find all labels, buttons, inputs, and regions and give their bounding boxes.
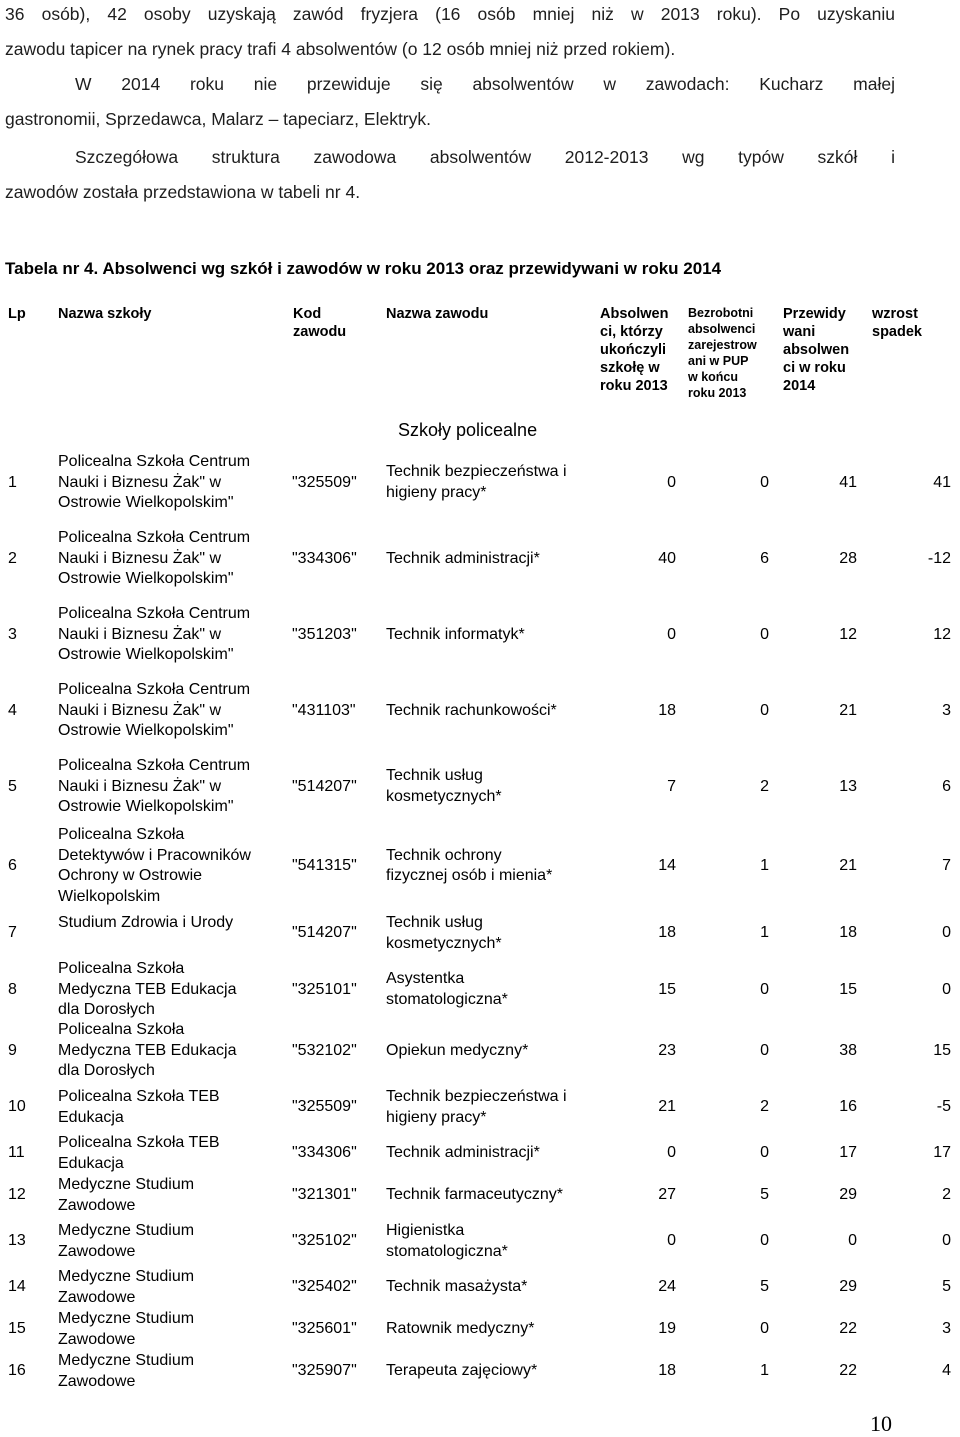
cell-lp: 4 [8,701,17,719]
cell-zawod: Technik rachunkowości* [386,701,557,719]
cell-school: Studium Zdrowia i Urody [58,914,234,931]
cell-kod: "325101" [292,980,357,998]
cell-przew: 29 [839,1186,857,1204]
cell-zawod: Technik administracji* [386,1144,540,1162]
cell-przew: 22 [839,1320,857,1338]
intro-line: 36 osób), 42 osoby uzyskają zawód fryzjera (16 osób mniej niż w 2013 roku). Po uzyskaniu [5,4,895,24]
cell-lp: 8 [8,980,17,998]
cell-zmiana: 6 [942,777,951,795]
cell-zawod: Higienistka stomatologiczna* [386,1222,508,1260]
cell-school: Policealna Szkoła TEB Edukacja [58,1088,220,1126]
cell-school: Medyczne Studium Zawodowe [58,1222,195,1260]
cell-school: Policealna Szkoła Centrum Nauki i Biznesu Żak" w Ostrowie Wielkopolskim" [58,529,251,587]
header-text: szkołę w [600,360,660,376]
table-section-title: Szkoły policealne [398,420,538,440]
cell-abs: 15 [658,980,676,998]
cell-bezrob: 0 [760,473,769,491]
cell-abs: 18 [658,701,676,719]
cell-bezrob: 2 [760,777,769,795]
cell-zawod: Terapeuta zajęciowy* [386,1362,538,1380]
intro-line: gastronomii, Sprzedawca, Malarz – tapeciarz, Elektryk. [5,109,431,129]
header-text: zawodu [293,324,347,340]
cell-zawod: Technik masażysta* [386,1278,528,1296]
cell-zawod: Technik farmaceutyczny* [386,1186,563,1204]
cell-kod: "325509" [292,473,357,491]
page-number: 10 [870,1411,892,1436]
cell-lp: 3 [8,625,17,643]
table-caption-text: Absolwenci wg szkół i zawodów w roku 2013 oraz przewidywani w roku 2014 [102,259,722,278]
header-text: roku 2013 [688,386,747,400]
cell-lp: 6 [8,856,17,874]
cell-school: Medyczne Studium Zawodowe [58,1352,195,1390]
cell-zawod: Technik administracji* [386,549,540,567]
cell-lp: 15 [8,1320,26,1338]
header-text: Absolwen [600,306,669,322]
header-text: spadek [872,324,922,340]
cell-przew: 21 [839,701,857,719]
cell-kod: "325402" [292,1278,357,1296]
cell-abs: 18 [658,1362,676,1380]
cell-bezrob: 2 [760,1098,769,1116]
cell-przew: 22 [839,1362,857,1380]
cell-zawod: Asystentka stomatologiczna* [386,970,508,1008]
cell-kod: "532102" [292,1041,357,1059]
cell-zawod: Technik bezpieczeństwa i higieny pracy* [386,463,567,501]
cell-lp: 11 [8,1144,25,1162]
cell-zmiana: 41 [933,473,951,491]
cell-zawod: Ratownik medyczny* [386,1320,535,1338]
cell-kod: "321301" [292,1186,357,1204]
header-text: ci w roku [783,360,846,376]
header-text: ci, którzy [600,324,663,340]
cell-przew: 29 [839,1278,857,1296]
cell-przew: 16 [839,1098,857,1116]
cell-przew: 18 [839,924,857,942]
cell-zmiana: 0 [942,1232,951,1250]
cell-zmiana: 0 [942,980,951,998]
cell-zawod: Technik usług kosmetycznych* [386,914,502,952]
cell-school: Policealna Szkoła Medyczna TEB Edukacja dla Dorosłych [58,960,237,1018]
cell-school: Policealna Szkoła Centrum Nauki i Biznesu Żak" w Ostrowie Wielkopolskim" [58,453,251,511]
cell-kod: "351203" [292,625,357,643]
cell-kod: "325907" [292,1362,357,1380]
cell-zmiana: 7 [942,856,951,874]
cell-bezrob: 1 [760,856,769,874]
cell-przew: 41 [839,473,857,491]
cell-bezrob: 5 [760,1278,769,1296]
cell-abs: 0 [667,1144,676,1162]
cell-school: Medyczne Studium Zawodowe [58,1310,195,1348]
intro-line: W 2014 roku nie przewiduje się absolwentów w zawodach: Kucharz małej [75,74,895,94]
header-text: wzrost [872,306,918,322]
cell-abs: 40 [658,549,676,567]
cell-zawod: Technik bezpieczeństwa i higieny pracy* [386,1088,567,1126]
cell-bezrob: 6 [760,549,769,567]
header-text: wani [783,324,816,340]
cell-lp: 12 [8,1186,26,1204]
cell-abs: 0 [667,1232,676,1250]
cell-bezrob: 0 [760,1144,769,1162]
cell-przew: 17 [839,1144,857,1162]
cell-school: Policealna Szkoła Detektywów i Pracowników Ochrony w Ostrowie Wielkopolskim [58,826,251,905]
cell-przew: 38 [839,1041,857,1059]
cell-abs: 0 [667,625,676,643]
cell-zmiana: 17 [933,1144,951,1162]
cell-abs: 24 [658,1278,676,1296]
cell-lp: 7 [8,924,17,942]
cell-abs: 23 [658,1041,676,1059]
cell-school: Policealna Szkoła Centrum Nauki i Biznesu Żak" w Ostrowie Wielkopolskim" [58,757,251,815]
cell-kod: "334306" [292,549,357,567]
cell-przew: 28 [839,549,857,567]
intro-line: Szczegółowa struktura zawodowa absolwentów 2012-2013 wg typów szkół i [75,147,895,167]
cell-zmiana: 2 [942,1186,951,1204]
cell-school: Policealna Szkoła Centrum Nauki i Biznesu Żak" w Ostrowie Wielkopolskim" [58,681,251,739]
cell-kod: "325102" [292,1232,357,1250]
cell-kod: "325509" [292,1098,357,1116]
cell-abs: 0 [667,473,676,491]
header-text: 2014 [783,378,816,394]
header-text: Nazwa szkoły [58,306,152,322]
cell-bezrob: 1 [760,924,769,942]
header-text: roku 2013 [600,378,668,394]
cell-przew: 13 [839,777,857,795]
cell-zmiana: 4 [942,1362,951,1380]
cell-bezrob: 0 [760,980,769,998]
cell-lp: 5 [8,777,17,795]
cell-zmiana: 0 [942,924,951,942]
cell-school: Policealna Szkoła Medyczna TEB Edukacja dla Dorosłych [58,1021,237,1079]
header-text: Kod [293,306,322,322]
cell-bezrob: 0 [760,701,769,719]
cell-kod: "541315" [292,856,357,874]
cell-bezrob: 0 [760,1232,769,1250]
cell-abs: 19 [658,1320,676,1338]
cell-kod: "325601" [292,1320,357,1338]
table-caption-label: Tabela nr 4. [5,259,99,278]
header-text: Nazwa zawodu [386,306,489,322]
cell-przew: 12 [839,625,857,643]
cell-zawod: Technik usług kosmetycznych* [386,767,502,805]
cell-bezrob: 0 [760,625,769,643]
cell-zmiana: -12 [927,549,951,567]
header-text: ukończyli [600,342,667,358]
header-text: Lp [8,306,26,322]
cell-zmiana: 3 [942,701,951,719]
cell-school: Policealna Szkoła Centrum Nauki i Biznesu Żak" w Ostrowie Wielkopolskim" [58,605,251,663]
cell-zmiana: 3 [942,1320,951,1338]
cell-abs: 18 [658,924,676,942]
cell-school: Policealna Szkoła TEB Edukacja [58,1134,220,1172]
header-text: zarejestrow [688,338,757,352]
header-text: absolwen [783,342,850,358]
cell-kod: "431103" [292,701,356,719]
cell-lp: 10 [8,1098,26,1116]
intro-line: zawodów została przedstawiona w tabeli nr 4. [5,182,361,202]
cell-abs: 14 [658,856,676,874]
cell-lp: 9 [8,1041,17,1059]
cell-bezrob: 0 [760,1320,769,1338]
header-text: absolwenci [688,322,756,336]
cell-abs: 27 [658,1186,676,1204]
header-text: w końcu [688,370,739,384]
cell-zmiana: 12 [933,625,951,643]
cell-lp: 1 [8,473,17,491]
cell-school: Medyczne Studium Zawodowe [58,1176,195,1214]
cell-bezrob: 5 [760,1186,769,1204]
cell-zawod: Technik informatyk* [386,625,525,643]
cell-zawod: Technik ochrony fizycznej osób i mienia* [386,846,553,884]
cell-abs: 7 [667,777,676,795]
cell-zawod: Opiekun medyczny* [386,1041,529,1059]
cell-przew: 21 [839,856,857,874]
cell-abs: 21 [658,1098,676,1116]
intro-line: zawodu tapicer na rynek pracy trafi 4 absolwentów (o 12 osób mniej niż przed rokiem). [5,39,676,59]
header-text: Bezrobotni [688,306,754,320]
cell-przew: 15 [839,980,857,998]
cell-lp: 13 [8,1232,26,1250]
cell-kod: "514207" [292,924,357,942]
cell-lp: 2 [8,549,17,567]
header-text: ani w PUP [688,354,749,368]
cell-zmiana: -5 [936,1098,951,1116]
cell-school: Medyczne Studium Zawodowe [58,1268,195,1306]
header-text: Przewidy [783,306,846,322]
cell-kod: "334306" [292,1144,357,1162]
cell-kod: "514207" [292,777,357,795]
cell-bezrob: 0 [760,1041,769,1059]
cell-bezrob: 1 [760,1362,769,1380]
cell-przew: 0 [848,1232,857,1250]
cell-lp: 14 [8,1278,26,1296]
cell-zmiana: 5 [942,1278,951,1296]
cell-lp: 16 [8,1362,26,1380]
cell-zmiana: 15 [933,1041,951,1059]
